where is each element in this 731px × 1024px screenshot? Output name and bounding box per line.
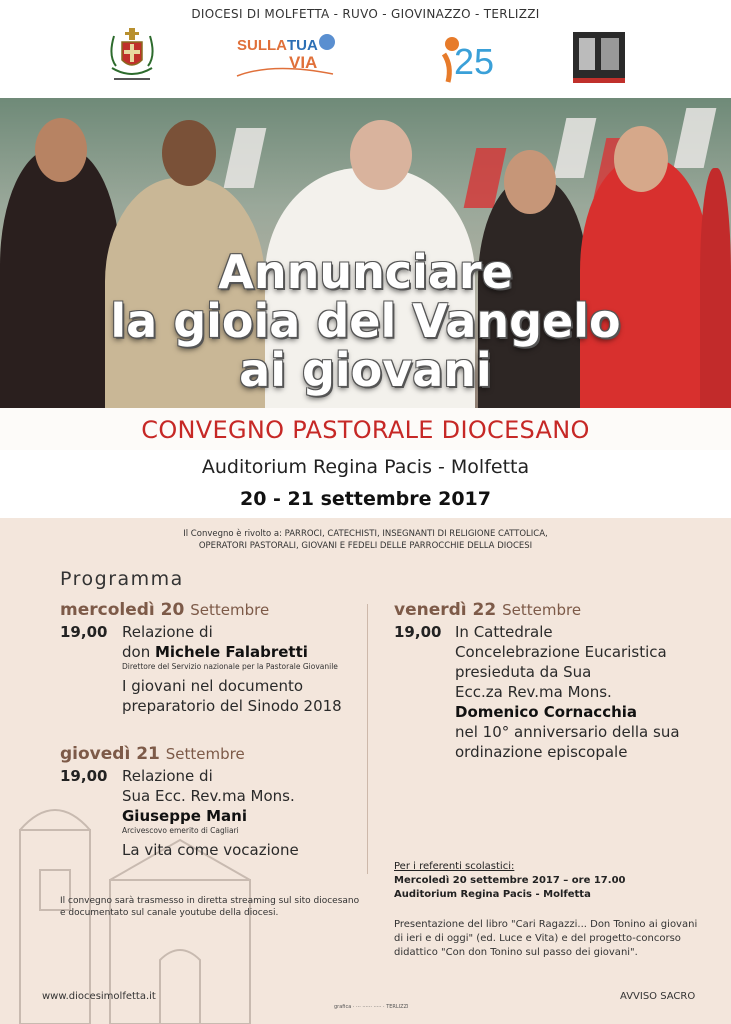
day2-time: 19,00 <box>60 767 108 785</box>
day2-line1: Relazione di <box>122 767 213 785</box>
main-title <box>0 245 731 397</box>
day1-line1: Relazione di <box>122 623 213 641</box>
day2-line2: Sua Ecc. Rev.ma Mons. <box>122 787 295 805</box>
day1-day: mercoledì 20 <box>60 600 185 620</box>
day1-time: 19,00 <box>60 623 108 641</box>
day1-speaker-line <box>122 642 362 662</box>
day2-month: Settembre <box>165 745 245 763</box>
avviso-sacro: AVVISO SACRO <box>620 991 696 1002</box>
header-band <box>0 0 731 98</box>
streaming-note: Il convegno sarà trasmesso in diretta streaming sul sito diocesano e documentato sul canale youtube della diocesi. <box>60 896 360 918</box>
day3-line2: Concelebrazione Eucaristica <box>455 643 667 661</box>
day2-day: giovedì 21 <box>60 744 160 764</box>
title-line-3: ai giovani <box>239 343 492 397</box>
day3-heading <box>394 600 581 620</box>
day3-time: 19,00 <box>394 623 442 641</box>
referenti-box <box>394 860 714 902</box>
event-name: CONVEGNO PASTORALE DIOCESANO <box>141 416 590 444</box>
day1-heading <box>60 600 269 620</box>
day1-topic2: preparatorio del Sinodo 2018 <box>122 697 342 715</box>
photo-logo <box>573 26 625 84</box>
svg-text:SULLA: SULLA <box>237 37 287 54</box>
day3-event <box>455 622 715 762</box>
day1-topic1: I giovani nel documento <box>122 677 304 695</box>
svg-text:TUA: TUA <box>287 37 318 54</box>
day2-topic: La vita come vocazione <box>122 841 299 859</box>
website-link[interactable]: www.diocesimolfetta.it <box>42 991 156 1002</box>
event-place: Auditorium Regina Pacis - Molfetta <box>201 456 530 478</box>
day3-speaker: Domenico Cornacchia <box>455 703 638 721</box>
day3-line4: Ecc.za Rev.ma Mons. <box>455 683 612 701</box>
day3-line6: ordinazione episcopale <box>455 743 628 761</box>
sulla-tua-via-logo <box>233 26 345 86</box>
diocese-name: DIOCESI DI MOLFETTA - RUVO - GIOVINAZZO - TERLIZZI <box>191 7 540 21</box>
graphic-credit: grafica · ··· ······ ····· · TERLIZZI <box>334 1004 409 1010</box>
day3-day: venerdì 22 <box>394 600 497 620</box>
day1-speaker: Michele Falabretti <box>154 643 308 661</box>
referenti-line1: Mercoledì 20 settembre 2017 – ore 17.00 <box>394 875 626 886</box>
event-dates: 20 - 21 settembre 2017 <box>239 488 491 510</box>
referenti-heading: Per i referenti scolastici: <box>394 861 515 872</box>
target-line-2: OPERATORI PASTORALI, GIOVANI E FEDELI DELLE PARROCCHIE DELLA DIOCESI <box>198 541 533 551</box>
day1-prefix: don <box>122 643 155 661</box>
referenti-line2: Auditorium Regina Pacis - Molfetta <box>394 889 591 900</box>
column-divider <box>367 604 368 874</box>
day3-line5: nel 10° anniversario della sua <box>455 723 680 741</box>
target-line-1: Il Convegno è rivolto a: PARROCI, CATECHISTI, INSEGNANTI DI RELIGIONE CATTOLICA, <box>183 529 548 539</box>
day1-month: Settembre <box>190 601 270 619</box>
day2-heading <box>60 744 245 764</box>
title-line-1: Annunciare <box>218 245 513 299</box>
hero-photo <box>0 98 731 408</box>
day2-speaker: Giuseppe Mani <box>122 807 247 825</box>
presentazione-text: Presentazione del libro "Cari Ragazzi... Don Tonino ai giovani di ieri e di oggi" (ed. Luce e Vita) e del progetto-concorso didattico "Con don Tonino sul passo dei giovani". <box>394 919 698 958</box>
coat-of-arms-icon <box>104 26 160 86</box>
day1-role: Direttore del Servizio nazionale per la Pastorale Giovanile <box>122 662 338 671</box>
svg-text:VIA: VIA <box>289 53 318 72</box>
anniversary-25-icon <box>434 26 495 86</box>
day3-month: Settembre <box>502 601 582 619</box>
day2-event <box>122 766 362 860</box>
title-line-2: la gioia del Vangelo <box>110 294 621 348</box>
day2-role: Arcivescovo emerito di Cagliari <box>122 826 239 835</box>
programma-heading: Programma <box>60 568 184 590</box>
day1-event <box>122 622 362 716</box>
day3-line1: In Cattedrale <box>455 623 553 641</box>
svg-text:25: 25 <box>454 41 495 82</box>
event-target <box>0 528 731 552</box>
day3-line3: presieduta da Sua <box>455 663 592 681</box>
